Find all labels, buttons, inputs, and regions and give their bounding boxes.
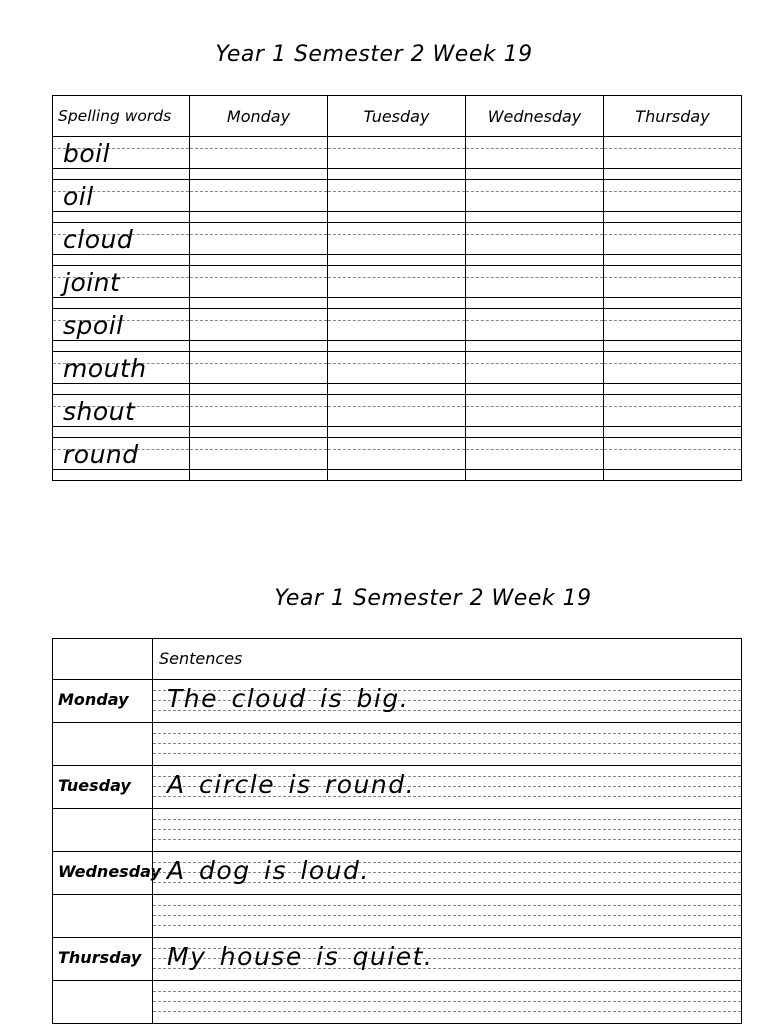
practice-cell[interactable]: [604, 309, 742, 352]
guide-line: [153, 829, 741, 830]
sentence-cell: [153, 852, 742, 895]
spelling-word: oil: [63, 182, 94, 211]
sentence-practice-row: [53, 981, 742, 1024]
spelling-table: [52, 95, 742, 481]
base-line: [190, 297, 327, 298]
practice-cell[interactable]: [328, 180, 466, 223]
practice-cell[interactable]: [604, 180, 742, 223]
guide-line: [466, 277, 603, 278]
spelling-word: round: [63, 440, 139, 469]
guide-line: [190, 234, 327, 235]
base-line: [328, 469, 465, 470]
header-blank-cell: [53, 639, 153, 680]
day-cell: [53, 766, 153, 809]
practice-cell[interactable]: [328, 266, 466, 309]
guide-line: [604, 277, 741, 278]
sentence-practice-row: [53, 895, 742, 938]
header-tuesday: Tuesday: [328, 96, 466, 137]
day-cell: [53, 938, 153, 981]
base-line: [328, 426, 465, 427]
page-title-spelling: Year 1 Semester 2 Week 19: [215, 42, 533, 67]
header-monday: Monday: [190, 96, 328, 137]
practice-cell[interactable]: [466, 438, 604, 481]
example-sentence: A circle is round.: [167, 770, 416, 799]
writing-cell[interactable]: [153, 809, 742, 852]
spelling-row: [53, 180, 742, 223]
base-line: [190, 469, 327, 470]
base-line: [604, 340, 741, 341]
guide-line: [328, 320, 465, 321]
spelling-row: [53, 309, 742, 352]
guide-line: [604, 363, 741, 364]
guide-line: [153, 991, 741, 992]
guide-line: [466, 234, 603, 235]
guide-line: [604, 320, 741, 321]
practice-cell[interactable]: [466, 223, 604, 266]
practice-cell[interactable]: [190, 438, 328, 481]
spelling-row: [53, 395, 742, 438]
guide-line: [153, 753, 741, 754]
spelling-word: joint: [63, 268, 121, 297]
spelling-word: cloud: [63, 225, 134, 254]
guide-line: [604, 234, 741, 235]
sentences-table: [52, 638, 742, 1024]
spelling-word-cell: [53, 137, 190, 180]
sentence-row: [53, 766, 742, 809]
day-label: Thursday: [58, 948, 142, 967]
guide-line: [328, 148, 465, 149]
base-line: [604, 211, 741, 212]
base-line: [328, 297, 465, 298]
header-wednesday: Wednesday: [466, 96, 604, 137]
base-line: [466, 254, 603, 255]
example-sentence: The cloud is big.: [167, 684, 410, 713]
sentence-cell: [153, 680, 742, 723]
practice-cell[interactable]: [190, 180, 328, 223]
guide-line: [328, 277, 465, 278]
guide-line: [190, 320, 327, 321]
guide-line: [190, 277, 327, 278]
guide-line: [190, 191, 327, 192]
base-line: [466, 297, 603, 298]
guide-line: [466, 406, 603, 407]
spelling-word: spoil: [63, 311, 124, 340]
spelling-word: shout: [63, 397, 136, 426]
guide-line: [190, 148, 327, 149]
guide-line: [190, 449, 327, 450]
sentence-practice-row: [53, 809, 742, 852]
guide-line: [190, 406, 327, 407]
base-line: [328, 211, 465, 212]
spelling-row: [53, 223, 742, 266]
spelling-row: [53, 352, 742, 395]
guide-line: [466, 191, 603, 192]
guide-line: [328, 191, 465, 192]
guide-line: [328, 406, 465, 407]
guide-line: [153, 1001, 741, 1002]
day-cell: [53, 981, 153, 1024]
guide-line: [604, 449, 741, 450]
day-cell: [53, 809, 153, 852]
header-thursday: Thursday: [604, 96, 742, 137]
guide-line: [153, 915, 741, 916]
guide-line: [153, 1011, 741, 1012]
guide-line: [604, 191, 741, 192]
base-line: [604, 254, 741, 255]
example-sentence: A dog is loud.: [167, 856, 370, 885]
day-cell: [53, 852, 161, 895]
practice-cell[interactable]: [190, 137, 328, 180]
practice-cell[interactable]: [466, 395, 604, 438]
day-cell: [53, 895, 153, 938]
base-line: [466, 469, 603, 470]
spelling-word-cell: [53, 223, 190, 266]
sentence-practice-row: [53, 723, 742, 766]
practice-cell[interactable]: [328, 223, 466, 266]
guide-line: [153, 733, 741, 734]
base-line: [466, 426, 603, 427]
day-label: Monday: [58, 690, 129, 709]
spelling-header-row: [53, 96, 742, 137]
guide-line: [153, 925, 741, 926]
base-line: [328, 168, 465, 169]
base-line: [466, 211, 603, 212]
spelling-word-cell: [53, 395, 190, 438]
practice-cell[interactable]: [466, 137, 604, 180]
base-line: [190, 383, 327, 384]
base-line: [328, 254, 465, 255]
practice-cell[interactable]: [604, 137, 742, 180]
writing-cell[interactable]: [153, 723, 742, 766]
base-line: [466, 383, 603, 384]
practice-cell[interactable]: [604, 266, 742, 309]
guide-line: [328, 234, 465, 235]
base-line: [190, 211, 327, 212]
base-line: [328, 340, 465, 341]
practice-cell[interactable]: [604, 223, 742, 266]
guide-line: [153, 819, 741, 820]
practice-cell[interactable]: [190, 395, 328, 438]
practice-cell[interactable]: [604, 352, 742, 395]
guide-line: [153, 839, 741, 840]
sentence-row: [53, 938, 742, 981]
base-line: [53, 383, 189, 384]
practice-cell[interactable]: [328, 137, 466, 180]
practice-cell[interactable]: [604, 438, 742, 481]
base-line: [53, 211, 189, 212]
base-line: [190, 168, 327, 169]
practice-cell[interactable]: [328, 352, 466, 395]
practice-cell[interactable]: [466, 352, 604, 395]
guide-line: [466, 320, 603, 321]
sentence-row: [53, 852, 742, 895]
sentence-cell: [153, 766, 742, 809]
guide-line: [328, 449, 465, 450]
base-line: [190, 340, 327, 341]
writing-cell[interactable]: [153, 895, 742, 938]
practice-cell[interactable]: [466, 309, 604, 352]
guide-line: [466, 363, 603, 364]
writing-cell[interactable]: [153, 981, 742, 1024]
guide-line: [604, 406, 741, 407]
practice-cell[interactable]: [190, 223, 328, 266]
base-line: [53, 297, 189, 298]
day-label: Wednesday: [58, 862, 161, 881]
practice-cell[interactable]: [190, 352, 328, 395]
base-line: [53, 168, 189, 169]
sentence-cell: [153, 938, 742, 981]
practice-cell[interactable]: [190, 309, 328, 352]
example-sentence: My house is quiet.: [167, 942, 434, 971]
day-label: Tuesday: [58, 776, 131, 795]
base-line: [53, 469, 189, 470]
sentence-row: [53, 680, 742, 723]
practice-cell[interactable]: [328, 438, 466, 481]
sentences-header-row: [53, 639, 742, 680]
practice-cell[interactable]: [328, 309, 466, 352]
guide-line: [328, 363, 465, 364]
practice-cell[interactable]: [190, 266, 328, 309]
guide-line: [466, 148, 603, 149]
guide-line: [153, 905, 741, 906]
practice-cell[interactable]: [604, 395, 742, 438]
practice-cell[interactable]: [328, 395, 466, 438]
base-line: [53, 254, 189, 255]
base-line: [604, 426, 741, 427]
base-line: [53, 426, 189, 427]
guide-line: [153, 743, 741, 744]
base-line: [604, 168, 741, 169]
page-title-sentences: Year 1 Semester 2 Week 19: [274, 586, 592, 611]
day-cell: [53, 723, 153, 766]
base-line: [190, 254, 327, 255]
header-sentences-cell: [153, 639, 742, 680]
practice-cell[interactable]: [466, 180, 604, 223]
practice-cell[interactable]: [466, 266, 604, 309]
base-line: [604, 297, 741, 298]
guide-line: [604, 148, 741, 149]
spelling-word: mouth: [63, 354, 147, 383]
spelling-word-cell: [53, 266, 190, 309]
header-spelling-words: Spelling words: [53, 96, 190, 137]
header-sentences: Sentences: [159, 649, 243, 668]
base-line: [604, 469, 741, 470]
base-line: [53, 340, 189, 341]
spelling-word: boil: [63, 139, 111, 168]
spelling-word-cell: [53, 309, 190, 352]
spelling-word-cell: [53, 352, 190, 395]
spelling-row: [53, 137, 742, 180]
guide-line: [190, 363, 327, 364]
spelling-word-cell: [53, 180, 190, 223]
spelling-row: [53, 266, 742, 309]
base-line: [466, 168, 603, 169]
base-line: [190, 426, 327, 427]
base-line: [466, 340, 603, 341]
base-line: [604, 383, 741, 384]
guide-line: [466, 449, 603, 450]
spelling-row: [53, 438, 742, 481]
day-cell: [53, 680, 153, 723]
base-line: [328, 383, 465, 384]
spelling-word-cell: [53, 438, 190, 481]
